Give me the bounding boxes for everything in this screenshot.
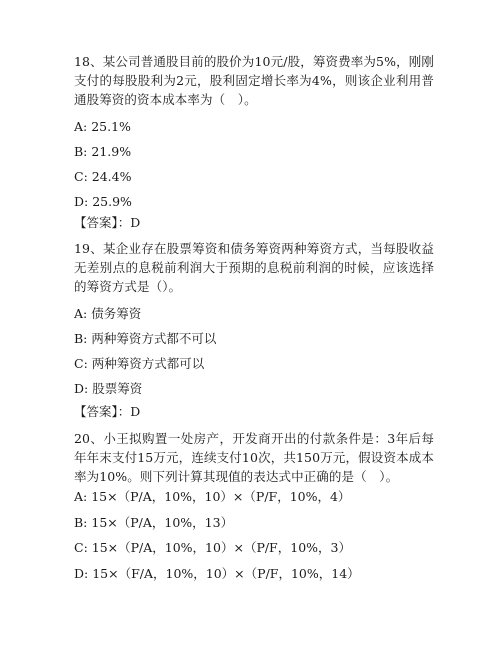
question-stem: 18、某公司普通股目前的股价为10元/股，筹资费率为5%，刚刚支付的每股股利为2元，股利固定增长率为4%，则该企业利用普通股筹资的资本成本率为（ ）。: [74, 54, 434, 107]
option-b: B: 15×（P/A，10%，13）: [74, 515, 234, 530]
option-d: D: 15×（F/A，10%，10）×（P/F，10%，14）: [74, 566, 360, 581]
question-19: [74, 239, 434, 419]
question-stem: 19、某企业存在股票筹资和债务筹资两种筹资方式，当每股收益无差别点的息税前利润大于预期的息税前利润的时候，应该选择的筹资方式是（）。: [74, 241, 434, 294]
option-b: B: 两种筹资方式都不可以: [74, 331, 217, 346]
option-a: A: 债务筹资: [74, 306, 142, 321]
option-d: D: 25.9%: [74, 194, 132, 209]
question-stem: 20、小王拟购置一处房产，开发商开出的付款条件是：3年后每年年末支付15万元，连续支付10次，共150万元，假设资本成本率为10%。则下列计算其现值的表达式中正确的是（ ）。: [74, 431, 434, 484]
question-18: [74, 52, 434, 230]
answer-label: 【答案】：D: [74, 404, 141, 419]
question-20: [74, 429, 434, 581]
option-c: C: 24.4%: [74, 169, 132, 184]
option-b: B: 21.9%: [74, 144, 132, 159]
answer-label: 【答案】：D: [74, 215, 141, 230]
option-c: C: 15×（P/A，10%，10）×（P/F，10%，3）: [74, 540, 351, 555]
option-a: A: 15×（P/A，10%，10）×（P/F，10%，4）: [74, 489, 351, 504]
option-a: A: 25.1%: [74, 119, 131, 134]
option-c: C: 两种筹资方式都可以: [74, 356, 205, 371]
option-d: D: 股票筹资: [74, 381, 143, 396]
